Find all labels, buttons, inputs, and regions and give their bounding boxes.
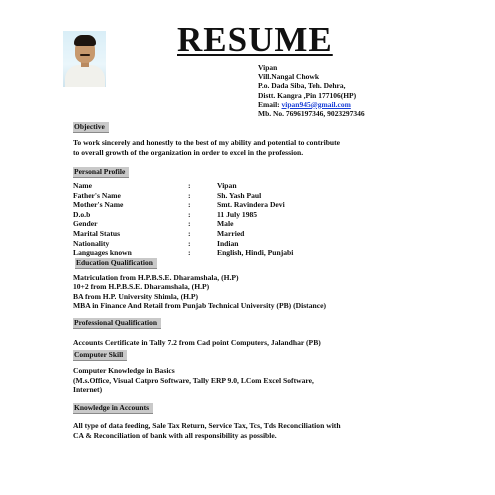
profile-photo xyxy=(63,31,106,87)
address-line-1: Vill.Nangal Chowk xyxy=(258,72,319,82)
profile-key: Gender xyxy=(73,219,98,229)
objective-line-1: To work sincerely and honestly to the best of my ability and potential to contribute xyxy=(73,138,341,147)
accounts-line-2: CA & Reconciliation of bank with all responsibility as possible. xyxy=(73,431,277,440)
profile-value: Smt. Ravindera Devi xyxy=(217,200,285,210)
mobile-row: Mb. No. 7696197346, 9023297346 xyxy=(258,109,365,119)
profile-value: Married xyxy=(217,228,245,238)
profile-sep: : xyxy=(188,238,191,248)
professional-heading: Professional Qualification xyxy=(73,318,161,329)
address-line-3: Distt. Kangra ,Pin 177106(HP) xyxy=(258,90,357,100)
contact-name: Vipan xyxy=(258,63,278,72)
profile-value: Indian xyxy=(217,238,239,248)
computer-skill-text xyxy=(73,366,314,395)
accounts-line-1: All type of data feeding, Sale Tax Return, Service Tax, Tcs, Tds Reconciliation with xyxy=(73,421,341,430)
education-heading: Education Qualification xyxy=(75,258,157,269)
profile-value: Sh. Yash Paul xyxy=(217,190,262,200)
email-row xyxy=(258,100,365,109)
education-item: 10+2 from H.P.B.S.E. Dharamshala, (H.P) xyxy=(73,282,210,292)
accounts-text xyxy=(73,421,341,441)
profile-value: Male xyxy=(217,219,234,229)
profile-value: 11 July 1985 xyxy=(217,209,258,219)
profile-sep: : xyxy=(188,209,191,219)
profile-key: Nationality xyxy=(73,238,110,248)
accounts-heading: Knowledge in Accounts xyxy=(73,403,153,414)
profile-sep: : xyxy=(188,248,191,258)
profile-value: English, Hindi, Punjabi xyxy=(217,248,294,258)
email-label: Email: xyxy=(258,99,280,109)
profile-key: Marital Status xyxy=(73,228,121,238)
profile-sep: : xyxy=(188,200,191,210)
objective-text xyxy=(73,138,340,158)
objective-line-2: to overall growth of the organization in order to excel in the profession. xyxy=(73,148,304,157)
profile-sep: : xyxy=(188,190,191,200)
professional-text xyxy=(73,338,321,348)
profile-key: Languages known xyxy=(73,248,132,258)
personal-profile-heading: Personal Profile xyxy=(73,167,129,178)
professional-line-1: Accounts Certificate in Tally 7.2 from Cad point Computers, Jalandhar (PB) xyxy=(73,338,321,347)
email-link[interactable]: vipan945@gmail.com xyxy=(281,99,351,109)
education-list xyxy=(73,273,326,311)
profile-sep: : xyxy=(188,228,191,238)
profile-key: Mother's Name xyxy=(73,200,124,210)
profile-sep: : xyxy=(188,181,191,190)
profile-key: Father's Name xyxy=(73,190,121,200)
computer-skill-heading: Computer Skill xyxy=(73,350,127,361)
contact-block xyxy=(258,63,365,118)
address-line-2: P.o. Dada Siba, Teh. Dehra, xyxy=(258,81,346,91)
education-item: MBA in Finance And Retail from Punjab Technical University (PB) (Distance) xyxy=(73,301,326,311)
computer-line-3: Internet) xyxy=(73,385,103,395)
profile-key: Name xyxy=(73,181,92,190)
computer-line-2: (M.s.Office, Visual Catpro Software, Tally ERP 9.0, LCom Excel Software, xyxy=(73,375,314,385)
page-title: RESUME xyxy=(177,20,333,59)
education-item: BA from H.P. University Shimla, (H.P) xyxy=(73,291,199,301)
profile-key: D.o.b xyxy=(73,209,91,219)
computer-line-1: Computer Knowledge in Basics xyxy=(73,366,175,375)
profile-sep: : xyxy=(188,219,191,229)
education-item: Matriculation from H.P.B.S.E. Dharamshala, (H.P) xyxy=(73,273,239,282)
objective-heading: Objective xyxy=(73,122,109,133)
profile-value: Vipan xyxy=(217,181,237,190)
